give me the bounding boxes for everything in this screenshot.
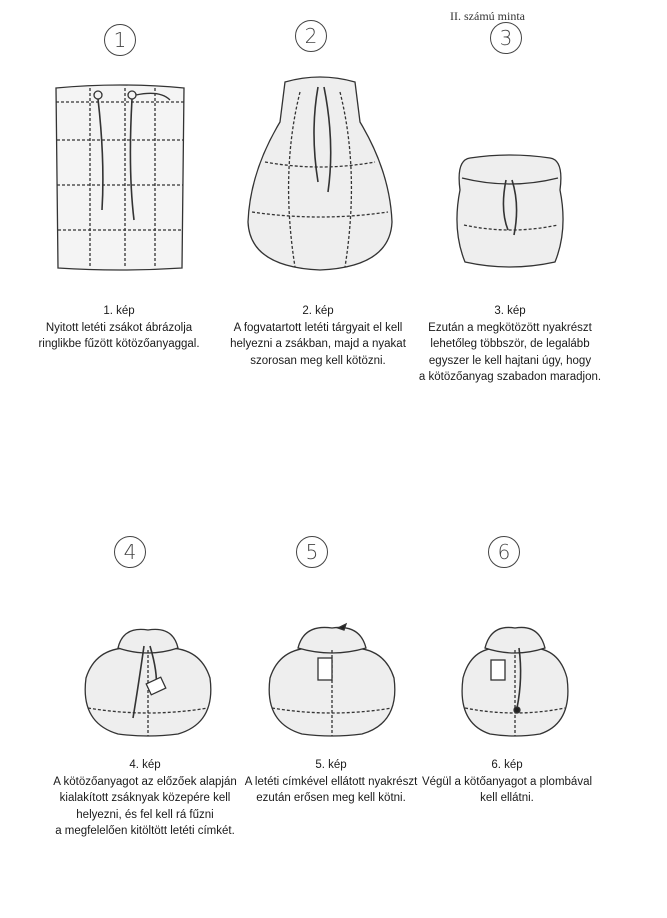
caption-step-6 bbox=[402, 757, 612, 807]
caption-line: helyezni a zsákban, majd a nyakat bbox=[230, 338, 406, 350]
caption-line: lehetőleg többször, de legalább bbox=[430, 338, 590, 350]
step-number-2: 2 bbox=[295, 20, 327, 52]
tied-sack-with-label-illustration bbox=[262, 618, 402, 740]
caption-line: A kötözőanyagot az előzőek alapján bbox=[53, 775, 237, 788]
tied-sack-illustration bbox=[240, 72, 400, 277]
caption-title: 6. kép bbox=[491, 759, 523, 771]
caption-step-4 bbox=[40, 757, 250, 840]
caption-line: egyszer le kell hajtani úgy, hogy bbox=[428, 354, 592, 367]
caption-line: Végül a kötőanyagot a plombával bbox=[421, 775, 593, 788]
step-number-1: 1 bbox=[104, 24, 136, 56]
step-number-5: 5 bbox=[296, 536, 328, 568]
caption-line: ezután erősen meg kell kötni. bbox=[256, 792, 406, 804]
sack-with-label-illustration bbox=[78, 618, 218, 740]
open-sack-illustration bbox=[50, 80, 190, 275]
caption-line: kialakított zsáknyak közepére kell bbox=[59, 792, 231, 804]
caption-line: szorosan meg kell kötözni. bbox=[250, 354, 386, 367]
caption-step-3 bbox=[405, 303, 615, 386]
caption-line: A fogvatartott letéti tárgyait el kell bbox=[233, 321, 403, 334]
step-number-3: 3 bbox=[490, 22, 522, 54]
caption-line: kell ellátni. bbox=[480, 792, 534, 804]
folded-neck-sack-illustration bbox=[450, 150, 570, 275]
caption-line: a megfelelően kitöltött letéti címkét. bbox=[55, 825, 235, 837]
caption-title: 3. kép bbox=[494, 305, 526, 317]
caption-title: 2. kép bbox=[302, 305, 334, 317]
step-number-4: 4 bbox=[114, 536, 146, 568]
caption-line: Nyitott letéti zsákot ábrázolja bbox=[45, 321, 193, 334]
caption-step-2 bbox=[213, 303, 423, 369]
caption-step-1 bbox=[14, 303, 224, 353]
document-header: II. számú minta bbox=[450, 9, 525, 23]
caption-title: 1. kép bbox=[103, 305, 135, 317]
caption-title: 4. kép bbox=[129, 759, 161, 771]
caption-line: Ezután a megkötözött nyakrészt bbox=[428, 321, 592, 334]
sealed-sack-illustration bbox=[455, 618, 575, 740]
caption-title: 5. kép bbox=[315, 759, 347, 771]
caption-line: helyezni, és fel kell rá fűzni bbox=[76, 808, 214, 821]
caption-line: ringlikbe fűzött kötözőanyaggal. bbox=[38, 338, 200, 350]
caption-line: a kötözőanyag szabadon maradjon. bbox=[418, 371, 602, 383]
caption-line: A letéti címkével ellátott nyakrészt bbox=[244, 775, 418, 788]
step-number-6: 6 bbox=[488, 536, 520, 568]
